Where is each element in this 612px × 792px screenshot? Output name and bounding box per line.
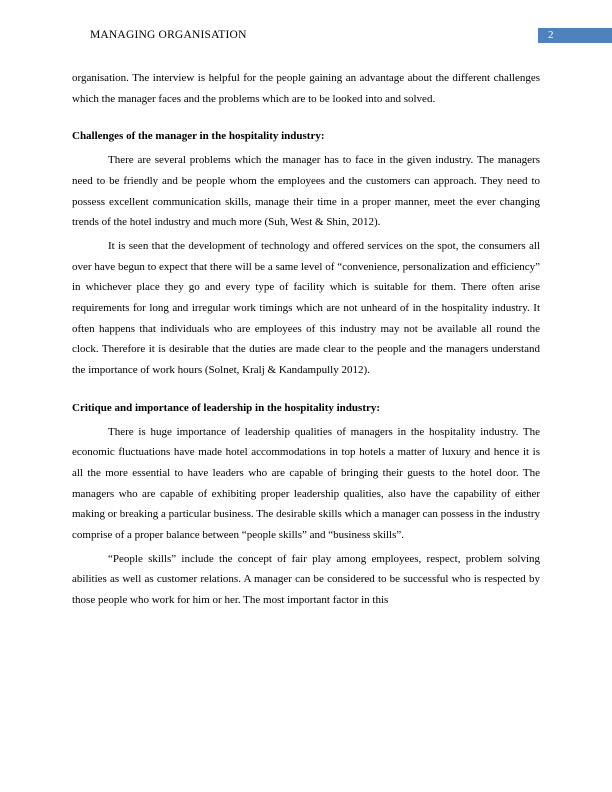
section-heading: Challenges of the manager in the hospitality industry: xyxy=(72,130,325,143)
page-header xyxy=(90,28,612,44)
page-number: 2 xyxy=(538,28,612,43)
paragraph: It is seen that the development of technology and offered services on the spot, the consumers all over have begun to expect that there will be a same level of “convenience, personalization and efficiency” in whichever place they go and every type of facility which is suitable for them. There often arise requirements for long and irregular work timings which are not unheard of in the hospitality industry. It often happens that individuals who are employees of this industry may not be available all round the clock. Therefore it is desirable that the duties are made clear to the people and the managers understand the importance of work hours (Solnet, Kralj & Kandampully 2012). xyxy=(72,239,540,377)
running-head: MANAGING ORGANISATION xyxy=(90,29,247,41)
paragraph: “People skills” include the concept of fair play among employees, respect, problem solving abilities as well as customer relations. A manager can be considered to be successful who is respected by those people who work for him or her. The most important factor in this xyxy=(72,552,540,607)
section-heading: Critique and importance of leadership in the hospitality industry: xyxy=(72,401,381,414)
document-body xyxy=(72,68,540,611)
paragraph: organisation. The interview is helpful for the people gaining an advantage about the different challenges which the manager faces and the problems which are to be looked into and solved. xyxy=(72,72,540,105)
paragraph: There are several problems which the manager has to face in the given industry. The managers need to be friendly and be people whom the employees and the customers can approach. They need to possess excellent communication skills, manage their time in a proper manner, meet the ever changing trends of the hotel industry and much more (Suh, West & Shin, 2012). xyxy=(72,154,540,229)
paragraph: There is huge importance of leadership qualities of managers in the hospitality industry. The economic fluctuations have made hotel accommodations in top hotels a matter of luxury and hence it is all the more essential to have leaders who are capable of bringing their guests to the hotel door. The managers who are capable of exhibiting proper leadership qualities, also have the capability of either making or breaking a particular business. The desirable skills which a manager can possess in the industry comprise of a proper balance between “people skills” and “business skills”. xyxy=(72,425,540,542)
